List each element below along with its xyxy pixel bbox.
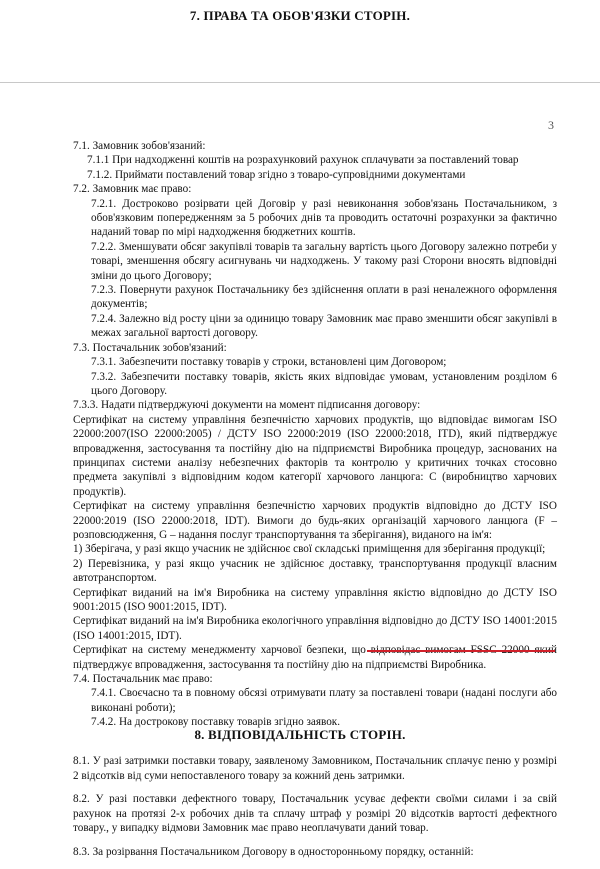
clause-line: 7.2.1. Достроково розірвати цей Договір у разі невиконання зобов'язань Постачальником, з обов'язковим попередженням за 5 робочих днів та проводить остаточні розрахунки за фактично наданий товар по мірі надходження бюджетних коштів.: [91, 197, 557, 239]
clause-line: 7.3. Постачальник зобов'язаний:: [73, 341, 227, 354]
clause-line: Сертифікат на систему управління безпечністю харчових продуктів, що відповідає вимогам ISO 22000:2007(ISO 22000:2005) / ДСТУ ISO 22000:2019 (ISO 22000:2018, ITD), який підтверджує впровадження, застосування та постійну дію на підприємстві Виробника процедур, заснованих на принципах системи аналізу небезпечних факторів та контролю у критичних точках стосовно предмета закупівлі з відповідним кодом категорії харчового ланцюга: С (виробництво харчових продуктів).: [73, 413, 557, 498]
clause-line: 7.4.1. Своєчасно та в повному обсязі отримувати плату за поставлені товари (надані послуги або виконані роботи);: [91, 687, 557, 714]
page-number: 3: [548, 118, 554, 132]
clause-line: 7.2.3. Повернути рахунок Постачальнику без здійснення оплати в разі неналежного оформлення документів;: [91, 284, 557, 311]
clause-line: 7.4. Постачальник має право:: [73, 673, 213, 686]
clause-line: 7.1.2. Приймати поставлений товар згідно з товаро-супровідними документами: [87, 168, 466, 181]
page-divider: [0, 82, 600, 83]
clause-8-3: 8.3. За розірвання Постачальником Договору в односторонньому порядку, останній:: [73, 845, 474, 858]
section-8-title: 8. ВІДПОВІДАЛЬНІСТЬ СТОРІН.: [194, 727, 406, 742]
clause-8-1: 8.1. У разі затримки поставки товару, заявленому Замовником, Постачальник сплачує пеню у розмірі 2 відсотків від суми непоставленого товару за кожний день затримки.: [73, 755, 557, 782]
clause-line: 7.2. Замовник має право:: [73, 183, 192, 196]
clause-line: 7.3.2. Забезпечити поставку товарів, якість яких відповідає умовам, установленим розділом 6 цього Договору.: [91, 370, 557, 397]
section-7-body: [73, 139, 557, 730]
clause-line: 7.2.4. Залежно від росту ціни за одиницю товару Замовник має право зменшити обсяг закупівлі в межах загальної вартості договору.: [91, 312, 557, 340]
clause-8-2: 8.2. У разі поставки дефектного товару, Постачальник усуває дефекти своїми силами і за свій рахунок на протязі 2-х робочих днів та сплачу штраф у розмірі 20 відсотків вартості дефектного товару., у випадку відмови Замовник має право неоплачувати даний товар.: [73, 793, 557, 835]
clause-line: 7.2.2. Зменшувати обсяг закупівлі товарів та загальну вартість цього Договору залежно потреби у товарі, зменшення обсягу асигнувань чи надходжень. У такому разі Сторони вносять відповідні зміни до цього Договору;: [91, 240, 557, 282]
section-7-title: 7. ПРАВА ТА ОБОВ'ЯЗКИ СТОРІН.: [189, 8, 411, 23]
clause-line: 7.3.3. Надати підтверджуючі документи на момент підписання договору:: [73, 399, 421, 412]
clause-line: 1) Зберігача, у разі якщо учасник не здійснює свої складські приміщення для зберігання продукції;: [73, 543, 546, 556]
clause-line: Сертифікат на систему менеджменту харчової безпеки, що відповідає вимогам FSSC 22000 який підтверджує впровадження, застосування та постійну дію на підприємстві Виробника.: [73, 644, 557, 671]
clause-line: 7.1.1 При надходженні коштів на розрахунковий рахунок сплачувати за поставлений товар: [87, 154, 519, 167]
clause-line: Сертифікат на систему управління безпечністю харчових продуктів відповідно до ДСТУ ISO 22000:2019 (ISO 22000:2018, IDT). Вимоги до будь-яких організацій харчового ланцюга (F – розповсюдження, G – надання послуг транспортування та зберігання), виданого на ім'я:: [73, 500, 557, 541]
clause-line: 7.3.1. Забезпечити поставку товарів у строки, встановлені цим Договором;: [91, 356, 447, 369]
clause-line: 2) Перевізника, у разі якщо учасник не здійснює доставку, транспортування продукції власним автотранспортом.: [73, 557, 557, 585]
section-8-body: [73, 754, 557, 869]
clause-line: 7.1. Замовник зобов'язаний:: [73, 140, 206, 152]
clause-line: Сертифікат виданий на ім'я Виробника на систему управління якістю відповідно до ДСТУ ISO 9001:2015 (ISO 9001:2015, IDT).: [73, 586, 557, 613]
clause-line: Сертифікат виданий на ім'я Виробника екологічного управління відповідно до ДСТУ ISO 14001:2015 (ISO 14001:2015, IDT).: [73, 615, 557, 642]
red-highlight-underline: [367, 650, 555, 652]
clause-line: 7.4.2. На дострокову поставку товарів згідно заявок.: [91, 716, 341, 729]
